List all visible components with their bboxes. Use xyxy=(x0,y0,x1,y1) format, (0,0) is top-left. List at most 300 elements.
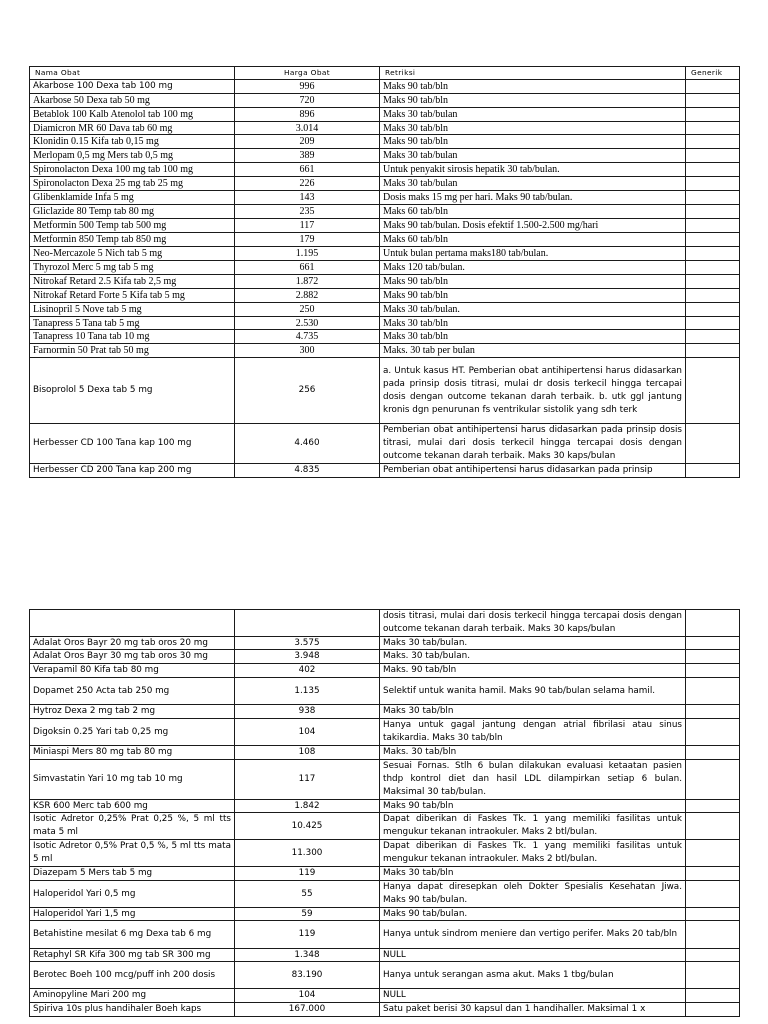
generic-cell xyxy=(686,650,740,663)
drug-name-cell xyxy=(30,705,235,718)
table-row xyxy=(30,191,740,205)
restriction-cell xyxy=(380,464,686,477)
price-cell xyxy=(235,205,380,218)
restriction-text: Maks 30 tab/bln xyxy=(383,122,448,134)
price-value: 4.835 xyxy=(294,465,320,475)
table-row xyxy=(30,177,740,191)
restriction-cell xyxy=(380,275,686,288)
table-row xyxy=(30,219,740,233)
price-cell xyxy=(235,330,380,343)
price-cell xyxy=(235,921,380,948)
restriction-text: Maks 30 tab/bln xyxy=(383,331,448,342)
price-cell xyxy=(235,908,380,920)
restriction-cell xyxy=(380,233,686,246)
price-value: 1.872 xyxy=(295,276,319,287)
price-value: 1.195 xyxy=(295,248,319,259)
table-row xyxy=(30,800,740,813)
column-header-retriksi xyxy=(380,67,686,79)
table-row xyxy=(30,760,740,800)
price-value: 2.530 xyxy=(295,317,319,329)
restriction-cell xyxy=(380,177,686,190)
drug-name: Akarbose 50 Dexa tab 50 mg xyxy=(33,95,150,106)
drug-name-cell xyxy=(30,317,235,329)
price-value: 10.425 xyxy=(291,820,323,831)
drug-name-cell xyxy=(30,678,235,704)
price-cell xyxy=(235,317,380,329)
drug-name: Haloperidol Yari 1,5 mg xyxy=(33,908,136,919)
drug-name-cell xyxy=(30,94,235,107)
restriction-text: Untuk penyakit sirosis hepatik 30 tab/bulan. xyxy=(383,164,560,175)
table-row xyxy=(30,867,740,881)
price-value: 83.190 xyxy=(291,969,323,980)
generic-cell xyxy=(686,219,740,232)
generic-cell xyxy=(686,344,740,357)
table-row xyxy=(30,344,740,358)
table-row xyxy=(30,637,740,650)
price-cell xyxy=(235,760,380,799)
restriction-text: Pemberian obat antihipertensi harus didasarkan pada prinsip dosis titrasi, mulai dari dosis terkecil hingga tercapai dosis dengan outcome tekanan darah terbaik. Maks 30 kaps/bulan xyxy=(383,425,682,461)
price-value: 250 xyxy=(299,304,315,315)
restriction-text: dosis titrasi, mulai dari dosis terkecil hingga tercapai dosis dengan outcome tekanan darah terbaik. Maks 30 kaps/bulan xyxy=(383,611,682,634)
restriction-cell xyxy=(380,637,686,649)
generic-cell xyxy=(686,289,740,302)
price-value: 226 xyxy=(299,178,315,189)
restriction-cell xyxy=(380,705,686,718)
restriction-text: Hanya untuk gagal jantung dengan atrial fibrilasi atau sinus takikardia. Maks 30 tab/bln xyxy=(383,720,682,743)
table-row xyxy=(30,317,740,330)
generic-cell xyxy=(686,233,740,246)
generic-cell xyxy=(686,908,740,920)
price-cell xyxy=(235,1003,380,1016)
restriction-text: Maks 60 tab/bln xyxy=(383,234,448,245)
drug-name: Glibenklamide Infa 5 mg xyxy=(33,192,134,203)
restriction-text: Dapat diberikan di Faskes Tk. 1 yang memiliki fasilitas untuk mengukur tekanan intraokuler. Maks 2 btl/bulan. xyxy=(383,841,682,864)
restriction-cell xyxy=(380,219,686,232)
restriction-text: Maks 60 tab/bln xyxy=(383,206,448,217)
table-row xyxy=(30,94,740,108)
drug-name-cell xyxy=(30,191,235,204)
price-cell xyxy=(235,705,380,718)
table-body xyxy=(30,80,740,478)
drug-name: Betahistine mesilat 6 mg Dexa tab 6 mg xyxy=(33,929,212,939)
price-value: 4.735 xyxy=(295,331,319,342)
drug-name: Metformin 850 Temp tab 850 mg xyxy=(33,234,167,245)
table-row xyxy=(30,233,740,247)
table-row xyxy=(30,424,740,464)
table-row xyxy=(30,881,740,908)
drug-name: Thyrozol Merc 5 mg tab 5 mg xyxy=(33,262,154,273)
drug-name: Nitrokaf Retard 2.5 Kifa tab 2,5 mg xyxy=(33,276,177,287)
drug-name: Verapamil 80 Kifa tab 80 mg xyxy=(33,665,159,675)
restriction-text: Hanya untuk serangan asma akut. Maks 1 tbg/bulan xyxy=(383,969,614,980)
table-row xyxy=(30,678,740,705)
restriction-cell xyxy=(380,94,686,107)
drug-name-cell xyxy=(30,840,235,866)
price-cell xyxy=(235,637,380,649)
table-row xyxy=(30,108,740,122)
price-value: 389 xyxy=(299,150,315,161)
price-value: 179 xyxy=(299,234,315,245)
restriction-text: NULL xyxy=(383,949,406,960)
table-row xyxy=(30,813,740,840)
drug-name-cell xyxy=(30,867,235,880)
table-row xyxy=(30,289,740,303)
price-cell xyxy=(235,219,380,232)
price-cell xyxy=(235,746,380,759)
restriction-cell xyxy=(380,867,686,880)
price-cell xyxy=(235,424,380,463)
restriction-cell xyxy=(380,678,686,704)
generic-cell xyxy=(686,191,740,204)
price-value: 143 xyxy=(299,192,315,203)
drug-name-cell xyxy=(30,760,235,799)
drug-name-cell xyxy=(30,289,235,302)
price-value: 300 xyxy=(299,345,315,356)
restriction-text: Maks 30 tab/bln xyxy=(383,317,448,329)
price-value: 119 xyxy=(298,868,316,878)
drug-name-cell xyxy=(30,219,235,232)
generic-cell xyxy=(686,1003,740,1016)
restriction-text: Maks 90 tab/bulan. Dosis efektif 1.500-2.500 mg/hari xyxy=(383,220,599,231)
restriction-cell xyxy=(380,135,686,148)
restriction-text: Maks 90 tab/bln xyxy=(383,290,448,301)
restriction-cell xyxy=(380,205,686,218)
restriction-cell xyxy=(380,149,686,162)
column-header-label: Retriksi xyxy=(385,68,416,77)
generic-cell xyxy=(686,989,740,1002)
drug-name-cell xyxy=(30,122,235,134)
drug-name-cell xyxy=(30,921,235,948)
restriction-text: Maks. 30 tab per bulan xyxy=(383,345,475,356)
price-cell xyxy=(235,247,380,260)
restriction-cell xyxy=(380,813,686,839)
drug-name: Nitrokaf Retard Forte 5 Kifa tab 5 mg xyxy=(33,290,185,301)
restriction-text: Maks 30 tab/bulan xyxy=(383,178,458,189)
table-row xyxy=(30,719,740,746)
generic-cell xyxy=(686,678,740,704)
drug-name-cell xyxy=(30,177,235,190)
table-row xyxy=(30,908,740,921)
price-value: 3.575 xyxy=(294,637,320,648)
drug-name-cell xyxy=(30,303,235,316)
drug-name: Lisinopril 5 Nove tab 5 mg xyxy=(33,304,142,315)
price-value: 720 xyxy=(299,95,315,106)
price-cell xyxy=(235,464,380,477)
restriction-cell xyxy=(380,261,686,274)
generic-cell xyxy=(686,275,740,288)
restriction-text: Maks. 90 tab/bln xyxy=(383,665,457,675)
price-value: 3.948 xyxy=(294,651,320,661)
restriction-cell xyxy=(380,330,686,343)
drug-name-cell xyxy=(30,908,235,920)
generic-cell xyxy=(686,247,740,260)
table-row xyxy=(30,989,740,1003)
restriction-cell xyxy=(380,989,686,1002)
generic-cell xyxy=(686,358,740,423)
price-value: 104 xyxy=(298,726,316,737)
drug-name: Klonidin 0.15 Kifa tab 0,15 mg xyxy=(33,136,159,147)
drug-name-cell xyxy=(30,205,235,218)
drug-name-cell xyxy=(30,962,235,988)
generic-cell xyxy=(686,813,740,839)
restriction-text: Maks 90 tab/bulan. xyxy=(383,908,468,919)
price-cell xyxy=(235,650,380,663)
drug-name: Metformin 500 Temp tab 500 mg xyxy=(33,220,167,231)
column-header-generik xyxy=(686,67,740,79)
table-row xyxy=(30,205,740,219)
price-cell xyxy=(235,949,380,961)
generic-cell xyxy=(686,149,740,162)
price-value: 117 xyxy=(298,774,316,784)
restriction-text: Dapat diberikan di Faskes Tk. 1 yang memiliki fasilitas untuk mengukur tekanan intraokuler. Maks 2 btl/bulan. xyxy=(383,814,682,837)
drug-name-cell xyxy=(30,989,235,1002)
price-cell xyxy=(235,122,380,134)
restriction-text: Maks 90 tab/bln xyxy=(383,81,448,92)
price-cell xyxy=(235,664,380,677)
drug-name-cell xyxy=(30,330,235,343)
generic-cell xyxy=(686,177,740,190)
price-value: 209 xyxy=(299,136,315,147)
drug-name: Akarbose 100 Dexa tab 100 mg xyxy=(33,81,173,91)
restriction-cell xyxy=(380,191,686,204)
drug-name: Berotec Boeh 100 mcg/puff inh 200 dosis xyxy=(33,969,216,980)
price-value: 117 xyxy=(299,220,315,231)
price-cell xyxy=(235,94,380,107)
restriction-text: Maks 30 tab/bulan xyxy=(383,109,458,120)
drug-name: Isotic Adretor 0,5% Prat 0,5 %, 5 ml tts mata 5 ml xyxy=(33,841,231,864)
restriction-cell xyxy=(380,1003,686,1016)
generic-cell xyxy=(686,80,740,93)
generic-cell xyxy=(686,921,740,948)
price-value: 55 xyxy=(301,888,313,899)
drug-name: Diazepam 5 Mers tab 5 mg xyxy=(33,868,153,878)
price-value: 2.882 xyxy=(295,290,319,301)
restriction-cell xyxy=(380,289,686,302)
drug-table-page-2 xyxy=(29,609,740,1017)
table-row xyxy=(30,303,740,317)
price-cell xyxy=(235,962,380,988)
restriction-text: Maks 90 tab/bln xyxy=(383,136,448,147)
price-cell xyxy=(235,881,380,907)
restriction-text: Pemberian obat antihipertensi harus didasarkan pada prinsip xyxy=(383,465,653,475)
generic-cell xyxy=(686,800,740,812)
restriction-text: Maks 30 tab/bulan xyxy=(383,150,458,161)
table-row xyxy=(30,705,740,719)
restriction-cell xyxy=(380,840,686,866)
drug-name: Herbesser CD 200 Tana kap 200 mg xyxy=(33,465,192,475)
generic-cell xyxy=(686,719,740,745)
drug-name: Miniaspi Mers 80 mg tab 80 mg xyxy=(33,747,173,757)
price-value: 938 xyxy=(298,706,316,716)
price-value: 1.135 xyxy=(294,685,320,696)
generic-cell xyxy=(686,163,740,176)
drug-name-cell xyxy=(30,610,235,636)
restriction-cell xyxy=(380,962,686,988)
price-value: 11.300 xyxy=(291,847,323,858)
generic-cell xyxy=(686,705,740,718)
generic-cell xyxy=(686,424,740,463)
restriction-text: Maks 90 tab/bln xyxy=(383,800,454,811)
drug-name-cell xyxy=(30,233,235,246)
generic-cell xyxy=(686,108,740,121)
price-cell xyxy=(235,135,380,148)
column-header-nama-obat xyxy=(30,67,235,79)
restriction-cell xyxy=(380,358,686,423)
generic-cell xyxy=(686,840,740,866)
restriction-text: Dosis maks 15 mg per hari. Maks 90 tab/bulan. xyxy=(383,192,573,203)
generic-cell xyxy=(686,135,740,148)
restriction-cell xyxy=(380,163,686,176)
table-row xyxy=(30,464,740,478)
price-value: 996 xyxy=(299,81,315,92)
price-cell xyxy=(235,989,380,1002)
price-value: 4.460 xyxy=(294,438,320,448)
drug-name: Betablok 100 Kalb Atenolol tab 100 mg xyxy=(33,109,193,120)
restriction-cell xyxy=(380,344,686,357)
drug-name: Spiriva 10s plus handihaler Boeh kaps xyxy=(33,1004,202,1014)
restriction-text: Hanya untuk sindrom meniere dan vertigo perifer. Maks 20 tab/bln xyxy=(383,929,678,939)
price-value: 119 xyxy=(298,929,316,939)
price-cell xyxy=(235,800,380,812)
table-row xyxy=(30,962,740,989)
restriction-cell xyxy=(380,424,686,463)
price-cell xyxy=(235,344,380,357)
restriction-text: Maks 30 tab/bln xyxy=(383,868,454,878)
price-cell xyxy=(235,177,380,190)
table-row xyxy=(30,1003,740,1017)
drug-name-cell xyxy=(30,358,235,423)
restriction-cell xyxy=(380,921,686,948)
drug-name: Diamicron MR 60 Dava tab 60 mg xyxy=(33,122,173,134)
drug-name: Spironolacton Dexa 25 mg tab 25 mg xyxy=(33,178,183,189)
drug-name: Gliclazide 80 Temp tab 80 mg xyxy=(33,206,155,217)
price-cell xyxy=(235,108,380,121)
drug-name-cell xyxy=(30,464,235,477)
restriction-cell xyxy=(380,80,686,93)
price-cell xyxy=(235,191,380,204)
drug-name-cell xyxy=(30,163,235,176)
price-value: 256 xyxy=(298,385,316,395)
generic-cell xyxy=(686,122,740,134)
restriction-text: Maks 30 tab/bln xyxy=(383,706,454,716)
restriction-text: NULL xyxy=(383,990,406,1000)
column-header-harga-obat xyxy=(235,67,380,79)
drug-name: Isotic Adretor 0,25% Prat 0,25 %, 5 ml tts mata 5 ml xyxy=(33,814,231,837)
table-row xyxy=(30,163,740,177)
restriction-cell xyxy=(380,719,686,745)
drug-name-cell xyxy=(30,344,235,357)
drug-name: Farnormin 50 Prat tab 50 mg xyxy=(33,345,149,356)
restriction-cell xyxy=(380,908,686,920)
price-cell xyxy=(235,719,380,745)
drug-name-cell xyxy=(30,275,235,288)
price-cell xyxy=(235,813,380,839)
price-value: 59 xyxy=(301,908,313,919)
price-cell xyxy=(235,163,380,176)
generic-cell xyxy=(686,303,740,316)
price-value: 402 xyxy=(298,665,316,675)
table-row xyxy=(30,247,740,261)
restriction-cell xyxy=(380,800,686,812)
restriction-text: Maks 90 tab/bln xyxy=(383,95,448,106)
drug-name-cell xyxy=(30,1003,235,1016)
restriction-cell xyxy=(380,881,686,907)
price-value: 3.014 xyxy=(295,122,319,134)
table-row xyxy=(30,746,740,760)
generic-cell xyxy=(686,261,740,274)
price-cell xyxy=(235,867,380,880)
table-row xyxy=(30,664,740,678)
restriction-cell xyxy=(380,317,686,329)
drug-name-cell xyxy=(30,261,235,274)
restriction-text: Maks. 30 tab/bln xyxy=(383,747,457,757)
table-body xyxy=(30,610,740,1017)
price-cell xyxy=(235,149,380,162)
drug-name: Adalat Oros Bayr 30 mg tab oros 30 mg xyxy=(33,651,208,661)
restriction-cell xyxy=(380,122,686,134)
price-value: 661 xyxy=(299,262,315,273)
restriction-cell xyxy=(380,664,686,677)
restriction-cell xyxy=(380,760,686,799)
drug-name-cell xyxy=(30,424,235,463)
drug-name: Retaphyl SR Kifa 300 mg tab SR 300 mg xyxy=(33,949,211,960)
price-cell xyxy=(235,610,380,636)
drug-name-cell xyxy=(30,637,235,649)
price-value: 661 xyxy=(299,164,315,175)
price-value: 1.842 xyxy=(294,800,320,811)
drug-name: KSR 600 Merc tab 600 mg xyxy=(33,800,148,811)
drug-name: Herbesser CD 100 Tana kap 100 mg xyxy=(33,438,192,448)
table-row xyxy=(30,135,740,149)
restriction-cell xyxy=(380,108,686,121)
table-header-row xyxy=(30,67,740,80)
price-value: 235 xyxy=(299,206,315,217)
generic-cell xyxy=(686,760,740,799)
drug-name-cell xyxy=(30,80,235,93)
generic-cell xyxy=(686,94,740,107)
table-row xyxy=(30,610,740,637)
restriction-text: Maks. 30 tab/bulan. xyxy=(383,651,470,661)
drug-name-cell xyxy=(30,949,235,961)
restriction-text: Selektif untuk wanita hamil. Maks 90 tab/bulan selama hamil. xyxy=(383,685,656,696)
generic-cell xyxy=(686,746,740,759)
table-row xyxy=(30,358,740,424)
table-row xyxy=(30,261,740,275)
price-value: 108 xyxy=(298,747,316,757)
restriction-cell xyxy=(380,303,686,316)
drug-name: Neo-Mercazole 5 Nich tab 5 mg xyxy=(33,248,163,259)
generic-cell xyxy=(686,610,740,636)
price-cell xyxy=(235,358,380,423)
price-cell xyxy=(235,678,380,704)
price-cell xyxy=(235,303,380,316)
price-cell xyxy=(235,289,380,302)
table-row xyxy=(30,949,740,962)
column-header-label: Harga Obat xyxy=(284,68,330,77)
drug-name: Dopamet 250 Acta tab 250 mg xyxy=(33,685,170,696)
price-value: 896 xyxy=(299,109,315,120)
drug-name-cell xyxy=(30,813,235,839)
restriction-text: Hanya dapat diresepkan oleh Dokter Spesialis Kesehatan Jiwa. Maks 90 tab/bulan. xyxy=(383,882,682,905)
drug-name: Merlopam 0,5 mg Mers tab 0,5 mg xyxy=(33,150,173,161)
restriction-cell xyxy=(380,746,686,759)
restriction-text: Sesuai Fornas. Stlh 6 bulan dilakukan evaluasi ketaatan pasien thdp kontrol diet dan hasil LDL dilampirkan setiap 6 bulan. Maksimal 30 tab/bulan. xyxy=(383,761,682,797)
generic-cell xyxy=(686,664,740,677)
generic-cell xyxy=(686,962,740,988)
generic-cell xyxy=(686,317,740,329)
generic-cell xyxy=(686,881,740,907)
drug-name: Spironolacton Dexa 100 mg tab 100 mg xyxy=(33,164,193,175)
